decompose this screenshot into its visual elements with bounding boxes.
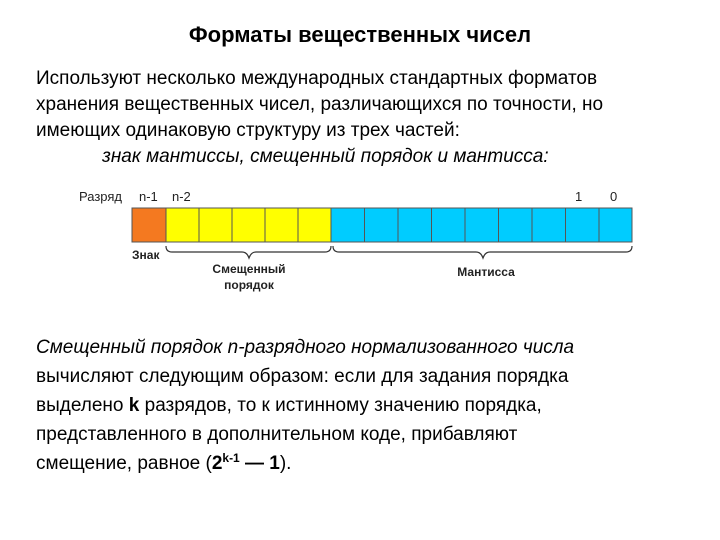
intro-text bbox=[36, 66, 696, 170]
variable-k: k bbox=[128, 395, 140, 416]
formula-exponent: k-1 bbox=[222, 451, 240, 465]
bit-1: 1 bbox=[575, 189, 583, 204]
bit-0: 0 bbox=[610, 189, 618, 204]
para-line-4: представленного в дополнительном коде, прибавляют bbox=[36, 424, 518, 445]
bit-n-minus-1: n-1 bbox=[139, 189, 158, 204]
sign-cell bbox=[132, 208, 166, 242]
exponent-cell bbox=[232, 208, 265, 242]
exponent-label-line-2: порядок bbox=[224, 278, 274, 292]
bit-label: Разряд bbox=[79, 189, 122, 204]
intro-line-3: имеющих одинаковую структуру из трех частей: bbox=[36, 120, 460, 141]
mantissa-brace bbox=[333, 246, 632, 258]
intro-line-4 bbox=[36, 144, 696, 170]
mantissa-cell bbox=[432, 208, 466, 242]
parts-list: знак мантиссы, смещенный порядок и мантисса bbox=[102, 146, 544, 167]
mantissa-cell bbox=[599, 208, 632, 242]
mantissa-cells bbox=[331, 208, 632, 242]
para-line-3-b: разрядов, то к истинному значению порядка, bbox=[139, 395, 542, 416]
exponent-cell bbox=[166, 208, 199, 242]
intro-line-1: Используют несколько международных стандартных форматов bbox=[36, 68, 598, 89]
para-line-5-a: смещение, равное ( bbox=[36, 453, 212, 474]
mantissa-cell bbox=[465, 208, 499, 242]
para-line-2: вычисляют следующим образом: если для задания порядка bbox=[36, 366, 569, 387]
exponent-label-line-1: Смещенный bbox=[212, 262, 286, 276]
formula-base: 2 bbox=[211, 453, 223, 474]
mantissa-cell bbox=[365, 208, 399, 242]
mantissa-cell bbox=[499, 208, 533, 242]
mantissa-cell bbox=[566, 208, 600, 242]
exponent-brace bbox=[166, 246, 331, 258]
sign-label: Знак bbox=[132, 248, 160, 262]
parts-colon: : bbox=[543, 146, 549, 167]
mantissa-label: Мантисса bbox=[457, 265, 515, 279]
para-line-5 bbox=[36, 449, 696, 478]
intro-line-2: хранения вещественных чисел, различающихся по точности, но bbox=[36, 94, 604, 115]
formula-minus-one: — 1 bbox=[239, 453, 280, 474]
mantissa-cell bbox=[331, 208, 365, 242]
para-line-3 bbox=[36, 391, 696, 420]
exponent-cells bbox=[166, 208, 331, 242]
slide-title: Форматы вещественных чисел bbox=[188, 22, 532, 47]
para-line-3-a: выделено bbox=[36, 395, 129, 416]
exponent-cell bbox=[265, 208, 298, 242]
bit-n-minus-2: n-2 bbox=[172, 189, 191, 204]
exponent-cell bbox=[298, 208, 331, 242]
para-line-5-c: ). bbox=[279, 453, 292, 474]
mantissa-cell bbox=[398, 208, 432, 242]
exponent-cell bbox=[199, 208, 232, 242]
para-line-1: Смещенный порядок n-разрядного нормализованного числа bbox=[36, 337, 575, 358]
mantissa-cell bbox=[532, 208, 566, 242]
offset-explanation bbox=[36, 333, 696, 478]
